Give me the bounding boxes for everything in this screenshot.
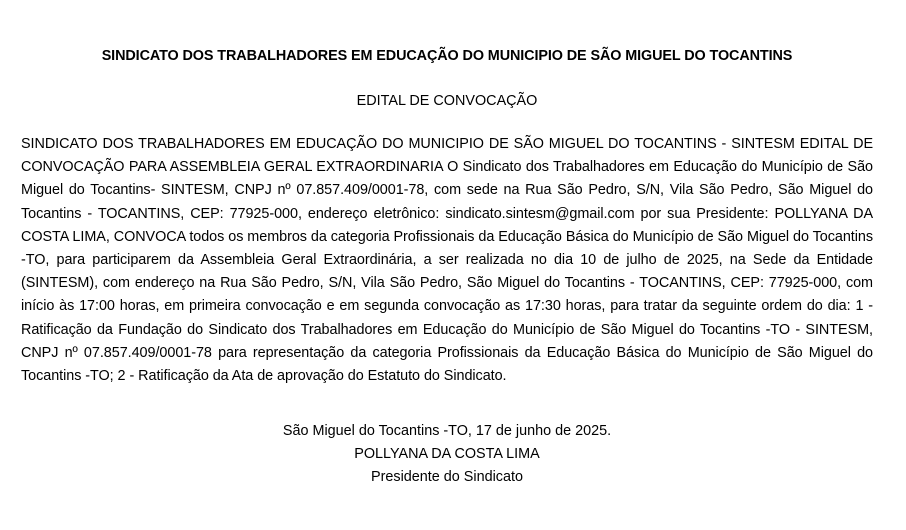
signer-role: Presidente do Sindicato — [370, 469, 523, 485]
signature-block — [21, 420, 873, 489]
document-body: SINDICATO DOS TRABALHADORES EM EDUCAÇÃO DO MUNICIPIO DE SÃO MIGUEL DO TOCANTINS - SINTESM EDITAL DE CONVOCAÇÃO PARA ASSEMBLEIA GERAL EXTRAORDINARIA O Sindicato dos Trabalhadores em Educação do Município de São Miguel do Tocantins- SINTESM, CNPJ nº 07.857.409/0001-78, com sede na Rua São Pedro, S/N, Vila São Pedro, São Miguel do Tocantins - TOCANTINS, CEP: 77925-000, endereço eletrônico: sindicato.sintesm@gmail.com por sua Presidente: POLLYANA DA COSTA LIMA, CONVOCA todos os membros da categoria Profissionais da Educação Básica do Município de São Miguel do Tocantins -TO, para participarem da Assembleia Geral Extraordinária, a ser realizada no dia 10 de julho de 2025, na Sede da Entidade (SINTESM), com endereço na Rua São Pedro, S/N, Vila São Pedro, São Miguel do Tocantins - TOCANTINS, CEP: 77925-000, com início às 17:00 horas, em primeira convocação e em segunda convocação as 17:30 horas, para tratar da seguinte ordem do dia: 1 - Ratificação da Fundação do Sindicato dos Trabalhadores em Educação do Município de São Miguel do Tocantins -TO - SINTESM, CNPJ nº 07.857.409/0001-78 para representação da categoria Profissionais da Educação Básica do Município de São Miguel do Tocantins -TO; 2 - Ratificação da Ata de aprovação do Estatuto do Sindicato. — [21, 136, 873, 385]
place-date: São Miguel do Tocantins -TO, 17 de junho de 2025. — [282, 423, 612, 439]
document-title: SINDICATO DOS TRABALHADORES EM EDUCAÇÃO DO MUNICIPIO DE SÃO MIGUEL DO TOCANTINS — [101, 48, 793, 64]
signer-name: POLLYANA DA COSTA LIMA — [354, 446, 540, 462]
document-subtitle: EDITAL DE CONVOCAÇÃO — [356, 93, 538, 109]
